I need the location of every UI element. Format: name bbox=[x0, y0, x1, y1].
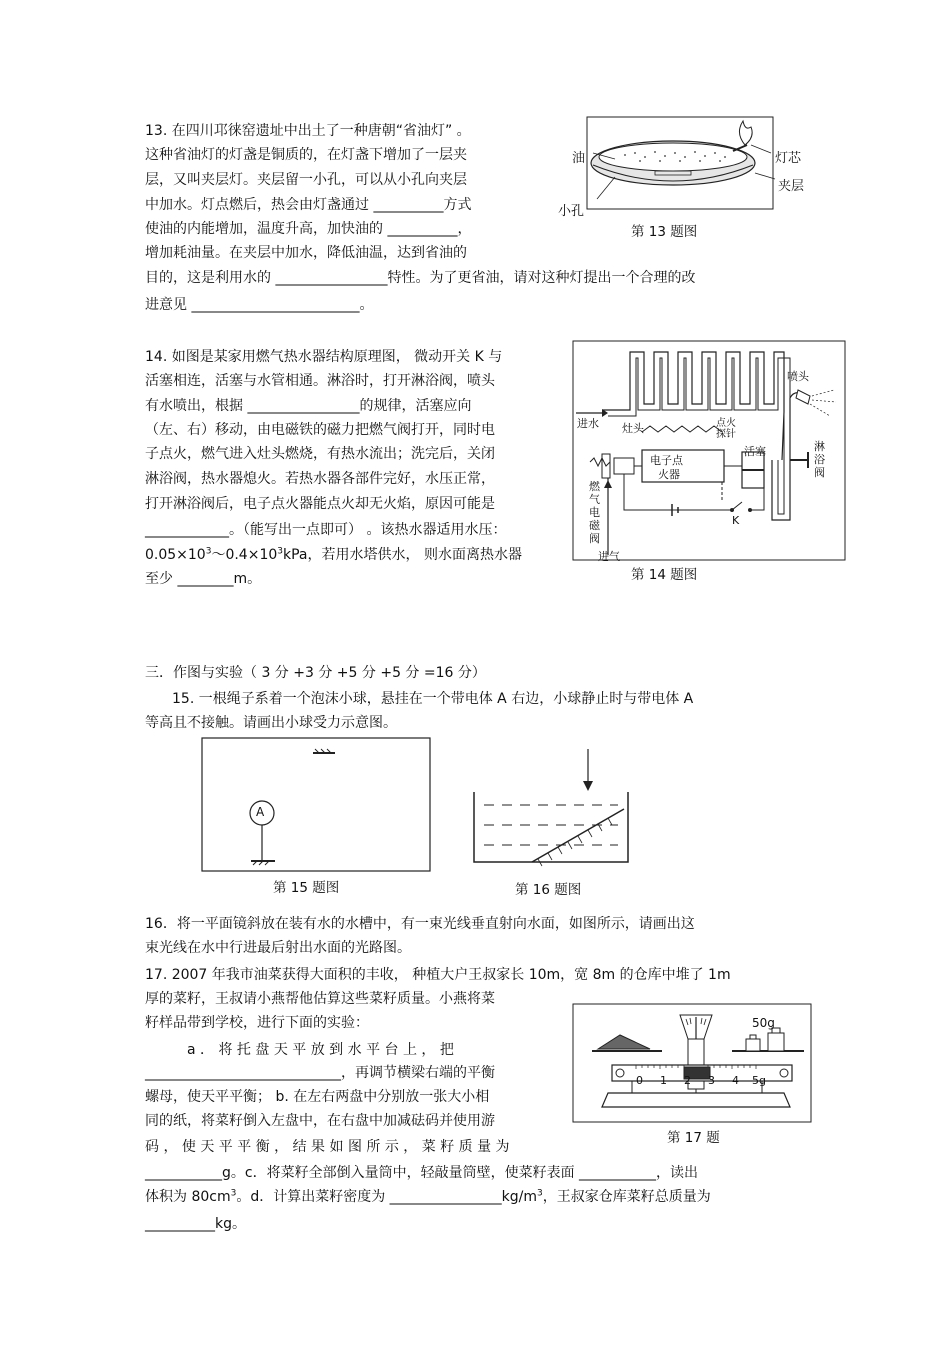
q17-line-2: 厚的菜籽，王叔请小燕帮他估算这些菜籽质量。小燕将菜 bbox=[145, 991, 495, 1007]
label-wick: 灯芯 bbox=[775, 151, 802, 166]
q17-line-11: __________kg。 bbox=[145, 1216, 246, 1232]
scale-tick-4: 4 bbox=[732, 1074, 739, 1087]
q17-line-4: a ． 将 托 盘 天 平 放 到 水 平 台 上 ， 把 bbox=[187, 1042, 454, 1058]
balance-scale-diagram bbox=[572, 1003, 812, 1125]
label-gas-valve: 燃气电磁阀 bbox=[589, 480, 600, 545]
q13-line-4: 中加水。灯点燃后，热会由灯盏通过 __________方式 bbox=[145, 197, 472, 213]
q14-line-10: 至少 ________m。 bbox=[145, 571, 262, 587]
scale-tick-1: 1 bbox=[660, 1074, 667, 1087]
q14-line-2: 活塞相连，活塞与水管相通。淋浴时，打开淋浴阀，喷头 bbox=[145, 373, 495, 389]
q17-line-3: 籽样品带到学校，进行下面的实验： bbox=[145, 1015, 369, 1031]
q15-line-2: 等高且不接触。请画出小球受力示意图。 bbox=[145, 715, 397, 731]
q15-figure-caption: 第 15 题图 bbox=[273, 880, 340, 896]
q17-line-7: 同的纸，将菜籽倒入左盘中，在右盘中加减砝码并使用游 bbox=[145, 1113, 495, 1129]
scale-tick-3: 3 bbox=[708, 1074, 715, 1087]
q16-line-2: 束光线在水中行进最后射出水面的光路图。 bbox=[145, 940, 411, 956]
q13-line-6: 增加耗油量。在夹层中加水，降低油温，达到省油的 bbox=[145, 245, 467, 261]
label-inlet-gas: 进气 bbox=[598, 550, 620, 563]
label-inlet-water: 进水 bbox=[577, 417, 599, 430]
label-shower-valve: 淋浴阀 bbox=[814, 440, 825, 479]
q14-line-5: 子点火，燃气进入灶头燃烧，有热水流出；洗完后，关闭 bbox=[145, 446, 495, 462]
q13-line-2: 这种省油灯的灯盏是铜质的，在灯盏下增加了一层夹 bbox=[145, 147, 467, 163]
q17-line-9: ___________g。c．将菜籽全部倒入量筒中，轻敲量筒壁，使菜籽表面 ___________，读出 bbox=[145, 1165, 699, 1181]
q14-line-7: 打开淋浴阀后，电子点火器能点火却无火焰，原因可能是 bbox=[145, 496, 495, 512]
label-igniter-line-2: 火器 bbox=[658, 468, 680, 481]
q13-figure-caption: 第 13 题图 bbox=[631, 224, 698, 240]
q17-line-8: 码 ， 使 天 平 平 衡 ， 结 果 如 图 所 示 ， 菜 籽 质 量 为 bbox=[145, 1139, 510, 1155]
label-hole: 小孔 bbox=[558, 204, 585, 219]
charged-body-diagram bbox=[201, 737, 433, 873]
q16-figure-caption: 第 16 题图 bbox=[515, 882, 582, 898]
q17-line-10: 体积为 $80cm^3$。d．计算出菜籽密度为 $\_\_\_\_\_\_\_\_\_\_\_\_\_\_\_\_kg/m^3$，王叔家仓库菜籽总质量为 bbox=[145, 1188, 711, 1205]
scale-tick-0: 0 bbox=[636, 1074, 643, 1087]
q13-line-8: 进意见 ________________________。 bbox=[145, 297, 374, 313]
label-interlayer: 夹层 bbox=[778, 179, 805, 194]
q17-line-5: ____________________________，再调节横梁右端的平衡 bbox=[145, 1065, 495, 1081]
q13-line-7: 目的，这是利用水的 ________________特性。为了更省油，请对这种灯提出一个合理的改 bbox=[145, 270, 696, 286]
q14-line-8: ____________。（能写出一点即可） 。该热水器适用水压： bbox=[145, 522, 507, 538]
q16-line-1: 16．将一平面镜斜放在装有水的水槽中，有一束光线垂直射向水面，如图所示，请画出这 bbox=[145, 916, 695, 932]
label-weight-50g: 50g bbox=[752, 1016, 775, 1030]
q13-line-5: 使油的内能增加，温度升高，加快油的 __________， bbox=[145, 221, 472, 237]
q14-line-9: $0.05\times 10^3\sim 0.4\times 10^3kPa$，若用水塔供水， 则水面离热水器 bbox=[145, 546, 522, 563]
q15-line-1: 15. 一根绳子系着一个泡沫小球，悬挂在一个带电体 A 右边，小球静止时与带电体 A bbox=[172, 691, 694, 707]
q14-line-1: 14. 如图是某家用燃气热水器结构原理图， 微动开关 K 与 bbox=[145, 349, 503, 365]
q17-line-6: 螺母，使天平平衡； b. 在左右两盘中分别放一张大小相 bbox=[145, 1089, 490, 1105]
q17-line-1: 17. 2007 年我市油菜获得大面积的丰收， 种植大户王叔家长 10m，宽 8m 的仓库中堆了 1m bbox=[145, 967, 731, 983]
q17-figure-caption: 第 17 题 bbox=[667, 1130, 720, 1146]
scale-tick-2: 2 bbox=[684, 1074, 691, 1087]
q14-figure-caption: 第 14 题图 bbox=[631, 567, 698, 583]
q14-line-3: 有水喷出，根据 ________________的规律，活塞应向 bbox=[145, 398, 472, 414]
q14-line-4: （左、右）移动，由电磁铁的磁力把燃气阀打开，同时电 bbox=[145, 422, 495, 438]
oil-lamp-diagram bbox=[585, 115, 785, 215]
q13-line-1: 13. 在四川邛徕窑遗址中出土了一种唐朝“省油灯” 。 bbox=[145, 123, 471, 139]
label-spray-head: 喷头 bbox=[787, 370, 809, 383]
label-switch-k: K bbox=[732, 514, 740, 527]
label-piston: 活塞 bbox=[744, 445, 766, 458]
q14-line-6: 淋浴阀，热水器熄火。若热水器各部件完好，水压正常， bbox=[145, 471, 495, 487]
label-ignition-probe: 点火探针 bbox=[716, 418, 736, 440]
scale-tick-5g: 5g bbox=[752, 1074, 766, 1087]
water-tank-mirror-diagram bbox=[472, 747, 632, 867]
label-igniter-line-1: 电子点 bbox=[650, 454, 683, 467]
label-burner: 灶头 bbox=[622, 422, 644, 435]
label-a: A bbox=[256, 805, 265, 819]
q13-line-3: 层，又叫夹层灯。夹层留一小孔，可以从小孔向夹层 bbox=[145, 172, 467, 188]
section-3-heading: 三．作图与实验（ 3 分 +3 分 +5 分 +5 分 =16 分） bbox=[145, 665, 486, 681]
label-oil: 油 bbox=[572, 151, 586, 166]
